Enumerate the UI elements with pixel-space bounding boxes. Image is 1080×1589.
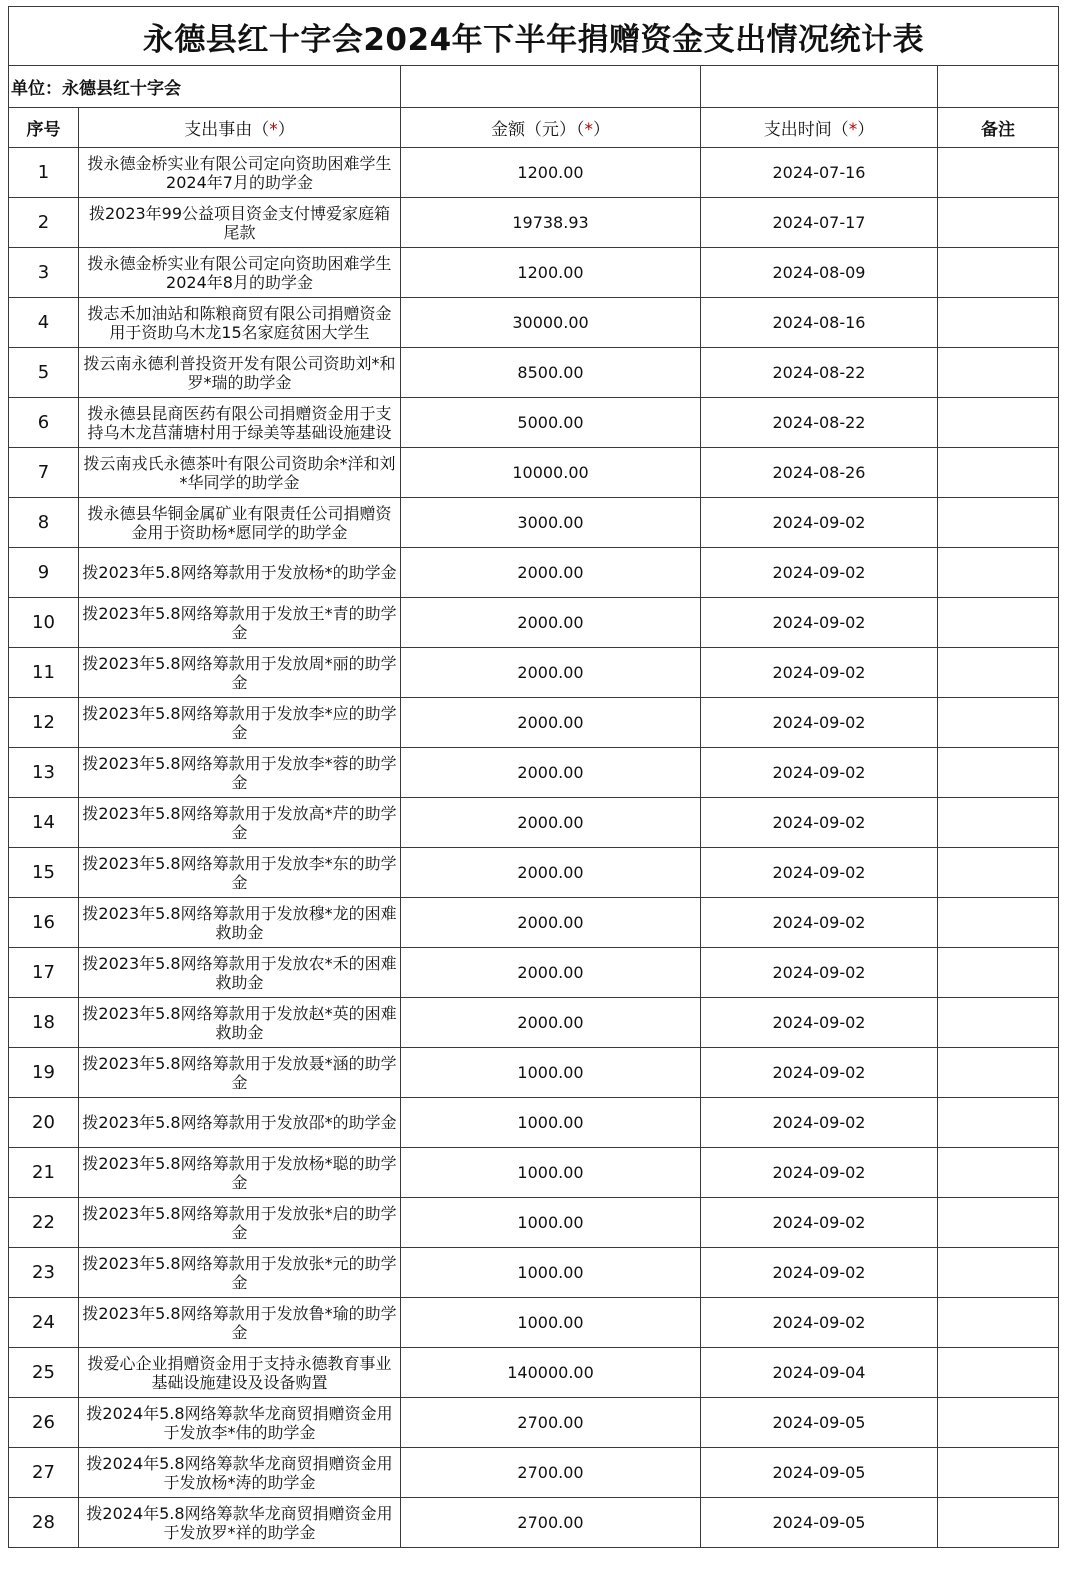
row-note <box>938 998 1059 1048</box>
header-amount-label: 金额（元）（ <box>491 120 585 140</box>
table-row <box>9 198 1059 248</box>
page-title: 永德县红十字会2024年下半年捐赠资金支出情况统计表 <box>9 7 1059 66</box>
row-date: 2024-08-22 <box>701 348 938 398</box>
row-note <box>938 1348 1059 1398</box>
row-reason: 拨2023年5.8网络筹款用于发放周*丽的助学金 <box>79 648 401 698</box>
row-reason: 拨2023年5.8网络筹款用于发放鲁*瑜的助学金 <box>79 1298 401 1348</box>
required-mark: * <box>269 120 278 140</box>
table-row <box>9 648 1059 698</box>
row-amount: 2700.00 <box>401 1498 701 1548</box>
row-reason: 拨永德县昆商医药有限公司捐赠资金用于支持乌木龙莒蒲塘村用于绿美等基础设施建设 <box>79 398 401 448</box>
table-row <box>9 598 1059 648</box>
row-note <box>938 1048 1059 1098</box>
row-date: 2024-09-02 <box>701 748 938 798</box>
row-reason: 拨爱心企业捐赠资金用于支持永德教育事业基础设施建设及设备购置 <box>79 1348 401 1398</box>
header-index: 序号 <box>9 108 79 148</box>
table-row <box>9 698 1059 748</box>
row-amount: 5000.00 <box>401 398 701 448</box>
unit-row <box>9 66 1059 108</box>
row-date: 2024-09-02 <box>701 1098 938 1148</box>
row-index: 14 <box>9 798 79 848</box>
row-amount: 2000.00 <box>401 898 701 948</box>
row-reason: 拨永德金桥实业有限公司定向资助困难学生2024年7月的助学金 <box>79 148 401 198</box>
row-reason: 拨2023年5.8网络筹款用于发放赵*英的困难救助金 <box>79 998 401 1048</box>
row-note <box>938 1148 1059 1198</box>
row-amount: 2000.00 <box>401 948 701 998</box>
row-amount: 1000.00 <box>401 1298 701 1348</box>
row-amount: 2000.00 <box>401 998 701 1048</box>
row-date: 2024-08-09 <box>701 248 938 298</box>
row-amount: 1200.00 <box>401 248 701 298</box>
row-amount: 2000.00 <box>401 848 701 898</box>
row-amount: 2000.00 <box>401 648 701 698</box>
row-date: 2024-09-02 <box>701 898 938 948</box>
table-row <box>9 1498 1059 1548</box>
row-date: 2024-09-02 <box>701 1048 938 1098</box>
unit-row-empty-cell <box>401 66 701 108</box>
table-row <box>9 298 1059 348</box>
header-amount <box>401 108 701 148</box>
row-index: 27 <box>9 1448 79 1498</box>
row-index: 3 <box>9 248 79 298</box>
table-row <box>9 1198 1059 1248</box>
header-reason <box>79 108 401 148</box>
header-reason-label: 支出事由（ <box>184 120 270 140</box>
row-amount: 3000.00 <box>401 498 701 548</box>
row-reason: 拨2023年5.8网络筹款用于发放张*启的助学金 <box>79 1198 401 1248</box>
unit-label: 单位：永德县红十字会 <box>9 66 401 108</box>
row-index: 11 <box>9 648 79 698</box>
table-row <box>9 998 1059 1048</box>
row-note <box>938 198 1059 248</box>
row-index: 17 <box>9 948 79 998</box>
row-reason: 拨云南戎氏永德茶叶有限公司资助余*洋和刘*华同学的助学金 <box>79 448 401 498</box>
row-note <box>938 1398 1059 1448</box>
row-amount: 30000.00 <box>401 298 701 348</box>
row-index: 15 <box>9 848 79 898</box>
row-reason: 拨2023年99公益项目资金支付博爱家庭箱尾款 <box>79 198 401 248</box>
row-date: 2024-07-17 <box>701 198 938 248</box>
row-index: 25 <box>9 1348 79 1398</box>
row-reason: 拨2024年5.8网络筹款华龙商贸捐赠资金用于发放罗*祥的助学金 <box>79 1498 401 1548</box>
row-date: 2024-09-02 <box>701 1198 938 1248</box>
row-index: 24 <box>9 1298 79 1348</box>
row-index: 10 <box>9 598 79 648</box>
header-row <box>9 108 1059 148</box>
row-date: 2024-08-26 <box>701 448 938 498</box>
row-note <box>938 1098 1059 1148</box>
row-amount: 1200.00 <box>401 148 701 198</box>
row-index: 22 <box>9 1198 79 1248</box>
required-mark: * <box>584 120 593 140</box>
row-date: 2024-09-02 <box>701 498 938 548</box>
row-reason: 拨2024年5.8网络筹款华龙商贸捐赠资金用于发放李*伟的助学金 <box>79 1398 401 1448</box>
table-row <box>9 898 1059 948</box>
row-reason: 拨永德金桥实业有限公司定向资助困难学生2024年8月的助学金 <box>79 248 401 298</box>
row-reason: 拨云南永德利普投资开发有限公司资助刘*和罗*瑞的助学金 <box>79 348 401 398</box>
table-row <box>9 1148 1059 1198</box>
row-date: 2024-09-02 <box>701 598 938 648</box>
row-index: 28 <box>9 1498 79 1548</box>
row-index: 12 <box>9 698 79 748</box>
row-reason: 拨2023年5.8网络筹款用于发放农*禾的困难救助金 <box>79 948 401 998</box>
row-note <box>938 1198 1059 1248</box>
row-note <box>938 698 1059 748</box>
header-note: 备注 <box>938 108 1059 148</box>
table-row <box>9 798 1059 848</box>
row-index: 8 <box>9 498 79 548</box>
row-note <box>938 548 1059 598</box>
row-amount: 2000.00 <box>401 698 701 748</box>
row-note <box>938 498 1059 548</box>
row-amount: 1000.00 <box>401 1098 701 1148</box>
header-close: ） <box>857 120 875 140</box>
row-date: 2024-09-02 <box>701 1148 938 1198</box>
row-date: 2024-09-02 <box>701 698 938 748</box>
row-date: 2024-09-02 <box>701 1298 938 1348</box>
table-row <box>9 448 1059 498</box>
row-date: 2024-09-02 <box>701 998 938 1048</box>
row-reason: 拨2024年5.8网络筹款华龙商贸捐赠资金用于发放杨*涛的助学金 <box>79 1448 401 1498</box>
row-index: 20 <box>9 1098 79 1148</box>
row-date: 2024-09-02 <box>701 1248 938 1298</box>
table-row <box>9 1348 1059 1398</box>
table-row <box>9 1098 1059 1148</box>
table-row <box>9 548 1059 598</box>
row-note <box>938 598 1059 648</box>
header-date-label: 支出时间（ <box>763 120 849 140</box>
row-reason: 拨志禾加油站和陈粮商贸有限公司捐赠资金用于资助乌木龙15名家庭贫困大学生 <box>79 298 401 348</box>
row-reason: 拨2023年5.8网络筹款用于发放邵*的助学金 <box>79 1098 401 1148</box>
table-row <box>9 248 1059 298</box>
row-date: 2024-09-02 <box>701 798 938 848</box>
row-note <box>938 898 1059 948</box>
row-date: 2024-08-22 <box>701 398 938 448</box>
row-note <box>938 148 1059 198</box>
row-index: 26 <box>9 1398 79 1448</box>
row-amount: 2000.00 <box>401 748 701 798</box>
table-row <box>9 348 1059 398</box>
row-reason: 拨2023年5.8网络筹款用于发放杨*的助学金 <box>79 548 401 598</box>
table-row <box>9 1448 1059 1498</box>
row-index: 21 <box>9 1148 79 1198</box>
table-row <box>9 948 1059 998</box>
title-row <box>9 7 1059 66</box>
row-amount: 19738.93 <box>401 198 701 248</box>
row-date: 2024-09-05 <box>701 1398 938 1448</box>
row-index: 9 <box>9 548 79 598</box>
row-note <box>938 948 1059 998</box>
table-row <box>9 498 1059 548</box>
row-index: 23 <box>9 1248 79 1298</box>
table-row <box>9 398 1059 448</box>
unit-row-empty-cell <box>701 66 938 108</box>
row-note <box>938 348 1059 398</box>
row-index: 2 <box>9 198 79 248</box>
row-amount: 10000.00 <box>401 448 701 498</box>
row-date: 2024-09-02 <box>701 548 938 598</box>
row-index: 6 <box>9 398 79 448</box>
row-index: 18 <box>9 998 79 1048</box>
expenditure-table <box>8 6 1059 1548</box>
row-note <box>938 1298 1059 1348</box>
row-note <box>938 248 1059 298</box>
row-index: 4 <box>9 298 79 348</box>
table-row <box>9 748 1059 798</box>
row-date: 2024-09-02 <box>701 948 938 998</box>
row-reason: 拨永德县华铜金属矿业有限责任公司捐赠资金用于资助杨*愿同学的助学金 <box>79 498 401 548</box>
row-index: 13 <box>9 748 79 798</box>
table-row <box>9 1048 1059 1098</box>
row-amount: 8500.00 <box>401 348 701 398</box>
row-date: 2024-09-02 <box>701 848 938 898</box>
row-note <box>938 798 1059 848</box>
row-reason: 拨2023年5.8网络筹款用于发放李*东的助学金 <box>79 848 401 898</box>
row-reason: 拨2023年5.8网络筹款用于发放李*应的助学金 <box>79 698 401 748</box>
header-close: ） <box>593 120 610 140</box>
row-reason: 拨2023年5.8网络筹款用于发放穆*龙的困难救助金 <box>79 898 401 948</box>
row-index: 7 <box>9 448 79 498</box>
row-note <box>938 1498 1059 1548</box>
row-amount: 1000.00 <box>401 1048 701 1098</box>
row-index: 19 <box>9 1048 79 1098</box>
unit-row-empty-cell <box>938 66 1059 108</box>
row-date: 2024-09-04 <box>701 1348 938 1398</box>
row-note <box>938 298 1059 348</box>
row-date: 2024-09-05 <box>701 1448 938 1498</box>
row-reason: 拨2023年5.8网络筹款用于发放聂*涵的助学金 <box>79 1048 401 1098</box>
required-mark: * <box>848 120 858 140</box>
row-amount: 2700.00 <box>401 1398 701 1448</box>
row-note <box>938 648 1059 698</box>
row-reason: 拨2023年5.8网络筹款用于发放李*蓉的助学金 <box>79 748 401 798</box>
table-row <box>9 848 1059 898</box>
row-index: 5 <box>9 348 79 398</box>
row-reason: 拨2023年5.8网络筹款用于发放张*元的助学金 <box>79 1248 401 1298</box>
row-reason: 拨2023年5.8网络筹款用于发放王*青的助学金 <box>79 598 401 648</box>
row-amount: 2000.00 <box>401 798 701 848</box>
row-amount: 1000.00 <box>401 1198 701 1248</box>
row-date: 2024-09-02 <box>701 648 938 698</box>
row-note <box>938 1448 1059 1498</box>
row-reason: 拨2023年5.8网络筹款用于发放杨*聪的助学金 <box>79 1148 401 1198</box>
row-index: 1 <box>9 148 79 198</box>
row-note <box>938 448 1059 498</box>
table-row <box>9 1398 1059 1448</box>
row-note <box>938 398 1059 448</box>
row-index: 16 <box>9 898 79 948</box>
row-amount: 1000.00 <box>401 1248 701 1298</box>
row-amount: 2000.00 <box>401 598 701 648</box>
row-amount: 2000.00 <box>401 548 701 598</box>
header-close: ） <box>277 120 295 140</box>
row-note <box>938 848 1059 898</box>
header-date <box>701 108 938 148</box>
table-row <box>9 1248 1059 1298</box>
row-date: 2024-08-16 <box>701 298 938 348</box>
table-row <box>9 1298 1059 1348</box>
row-amount: 2700.00 <box>401 1448 701 1498</box>
row-reason: 拨2023年5.8网络筹款用于发放高*芹的助学金 <box>79 798 401 848</box>
table-row <box>9 148 1059 198</box>
row-amount: 1000.00 <box>401 1148 701 1198</box>
row-date: 2024-07-16 <box>701 148 938 198</box>
row-note <box>938 1248 1059 1298</box>
row-note <box>938 748 1059 798</box>
row-amount: 140000.00 <box>401 1348 701 1398</box>
row-date: 2024-09-05 <box>701 1498 938 1548</box>
